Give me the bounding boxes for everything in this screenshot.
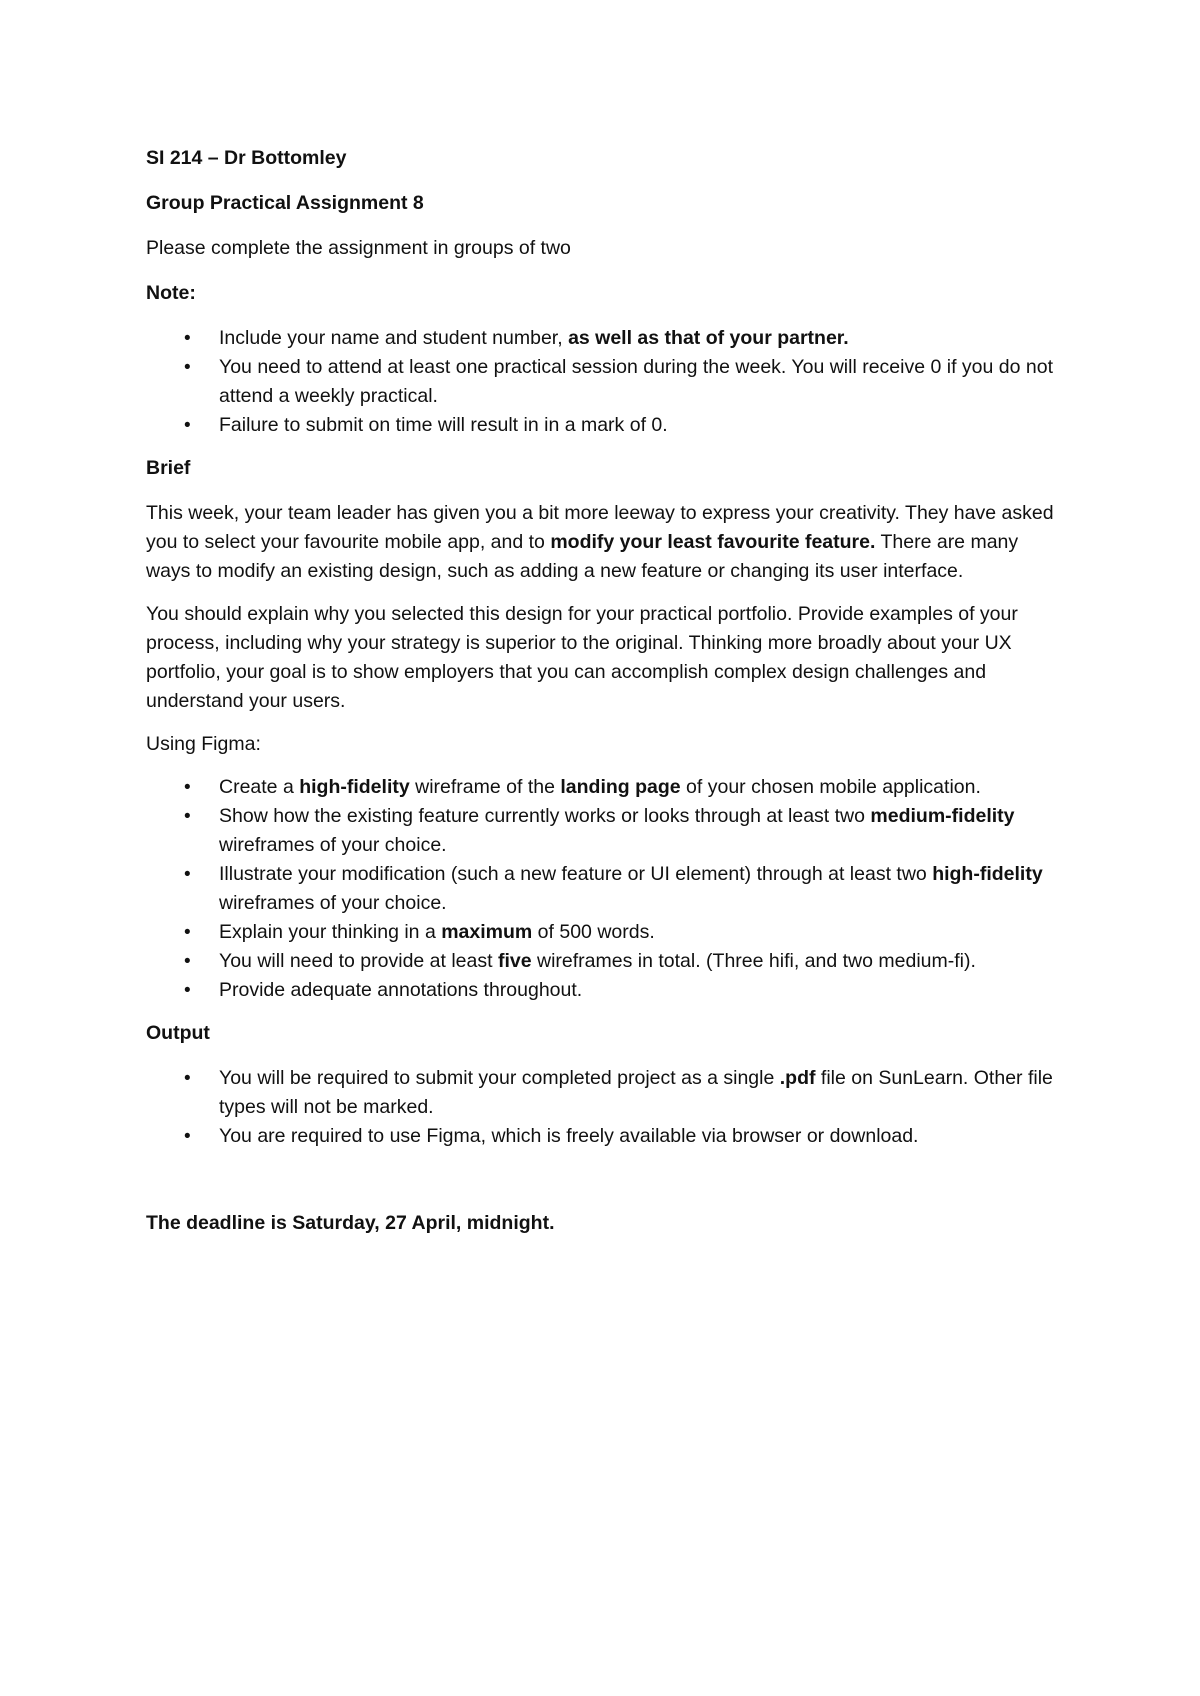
list-item: • Show how the existing feature currently works or looks through at least two medium-fidelity wireframes of your choice. [146,802,1066,860]
bullet-icon: • [184,980,191,1001]
bullet-icon: • [184,415,191,436]
list-item: • You will be required to submit your completed project as a single .pdf file on SunLearn. Other file types will not be marked. [146,1064,1066,1122]
bullet-icon: • [184,777,191,798]
bullet-icon: • [184,357,191,378]
document-page [146,144,1066,1253]
group-instruction: Please complete the assignment in groups of two [146,237,571,259]
bullet-icon: • [184,864,191,885]
note-list [146,324,1066,440]
list-item: • You will need to provide at least five wireframes in total. (Three hifi, and two medium-fi). [146,947,1066,976]
assignment-title: Group Practical Assignment 8 [146,192,424,214]
list-item: • Provide adequate annotations throughout. [146,976,1066,1005]
brief-heading: Brief [146,457,191,479]
brief-paragraph-1: This week, your team leader has given you a bit more leeway to express your creativity. They have asked you to select your favourite mobile app, and to modify your least favourite feature. There are many ways to modify an existing design, such as adding a new feature or changing its user interface. [146,502,1054,582]
figma-intro: Using Figma: [146,733,261,755]
list-item: • You need to attend at least one practical session during the week. You will receive 0 if you do not attend a weekly practical. [146,353,1066,411]
note-heading: Note: [146,282,196,304]
bullet-icon: • [184,1068,191,1089]
list-item: • Create a high-fidelity wireframe of the landing page of your chosen mobile application. [146,773,1066,802]
bullet-icon: • [184,806,191,827]
brief-paragraph-2: You should explain why you selected this design for your practical portfolio. Provide examples of your process, including why your strategy is superior to the original. Thinking more broadly about your UX portfolio, your goal is to show employers that you can accomplish complex design challenges and understand your users. [146,603,1018,712]
bullet-icon: • [184,951,191,972]
output-heading: Output [146,1022,210,1044]
course-title: SI 214 – Dr Bottomley [146,147,347,169]
bullet-icon: • [184,1126,191,1147]
bullet-icon: • [184,922,191,943]
list-item: • Failure to submit on time will result in in a mark of 0. [146,411,1066,440]
output-list [146,1064,1066,1151]
deadline-text: The deadline is Saturday, 27 April, midnight. [146,1212,555,1234]
list-item: • You are required to use Figma, which is freely available via browser or download. [146,1122,1066,1151]
figma-list [146,773,1066,1005]
list-item: • Explain your thinking in a maximum of 500 words. [146,918,1066,947]
list-item: • Illustrate your modification (such a new feature or UI element) through at least two high-fidelity wireframes of your choice. [146,860,1066,918]
bullet-icon: • [184,328,191,349]
list-item: • Include your name and student number, as well as that of your partner. [146,324,1066,353]
